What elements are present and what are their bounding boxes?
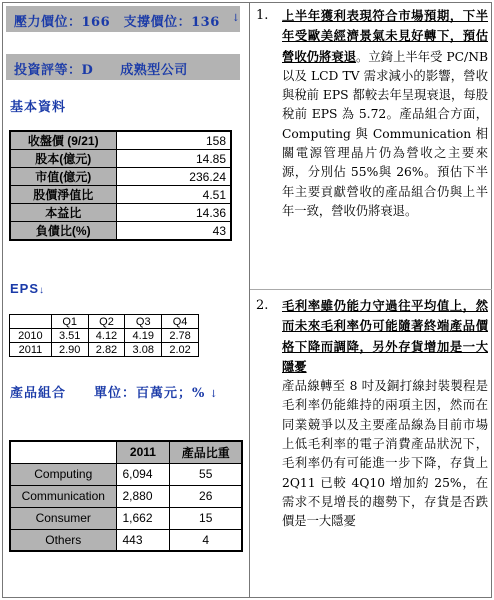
mix-label: Computing (10, 463, 116, 485)
pressure-support-text: 壓力價位：166 支撐價位：136 (14, 15, 220, 30)
mix-value: 1,662 (116, 507, 170, 529)
eps-year: 2011 (10, 343, 52, 357)
eps-value: 3.08 (125, 343, 162, 357)
basic-value: 14.85 (116, 150, 231, 168)
mix-table (9, 440, 243, 552)
basic-value: 4.51 (116, 186, 231, 204)
eps-value: 4.12 (88, 329, 125, 343)
table-row (10, 463, 242, 485)
mix-percent: 26 (170, 485, 242, 507)
eps-value: 3.51 (51, 329, 88, 343)
table-row (10, 329, 199, 343)
eps-table (9, 314, 199, 357)
note-text: 產品線轉至 8 吋及銅打線封裝製程是毛利率仍能維持的兩項主因，然而在同業競爭以及主要產品線為目前市場上低毛利率的電子消費產品狀況下，毛利率仍有可能進一步下降，存貨上 2Q11 已較 4Q10 增加約 25%，在需求不見增長的趨勢下，存貨是否跌價是一大隱憂 (282, 379, 488, 529)
table-row (10, 150, 231, 168)
eps-value: 2.78 (162, 329, 199, 343)
table-row (10, 507, 242, 529)
basic-label: 收盤價 (9/21) (10, 131, 116, 150)
rating-band (6, 54, 240, 80)
table-row (10, 186, 231, 204)
eps-header: Q2 (88, 315, 125, 329)
table-row (10, 204, 231, 222)
mix-value: 2,880 (116, 485, 170, 507)
mix-label: Communication (10, 485, 116, 507)
paragraph-mark: ↓ (39, 285, 46, 296)
table-row (10, 529, 242, 551)
basic-table (9, 130, 232, 241)
basic-title-text: 基本資料 (10, 100, 67, 115)
eps-value: 4.19 (125, 329, 162, 343)
column-divider (249, 2, 250, 598)
eps-header: Q3 (125, 315, 162, 329)
note-text: 。立錡上半年受 PC/NB 以及 LCD TV 需求減小的影響，營收與稅前 EPS 都較去年呈現衰退，每股稅前 EPS 為 5.72。產品組合方面，Computing 與 Communication 相關電源管理晶片仍為營收之主要來源，分別佔 55%與 26%。預估下半年主要貢獻營收的產品組合仍與上半年一致，營收仍將衰退。 (282, 49, 488, 218)
table-row (10, 222, 231, 241)
eps-value: 2.90 (51, 343, 88, 357)
eps-title (10, 281, 45, 296)
eps-header-row (10, 315, 199, 329)
basic-label: 負債比(%) (10, 222, 116, 241)
eps-header: Q1 (51, 315, 88, 329)
paragraph-mark: ↓ (231, 13, 240, 24)
basic-value: 43 (116, 222, 231, 241)
mix-header: 2011 (116, 441, 170, 463)
table-row (10, 343, 199, 357)
basic-value: 236.24 (116, 168, 231, 186)
mix-header: 產品比重 (170, 441, 242, 463)
eps-title-text: EPS (10, 281, 40, 296)
table-row (10, 131, 231, 150)
note-headline: 上半年獲利表現符合市場預期，下半年受歐美經濟景氣未見好轉下，預估營收仍將衰退 (282, 8, 488, 64)
rating-text: 投資評等：D 成熟型公司 (14, 63, 188, 78)
mix-percent: 55 (170, 463, 242, 485)
eps-value: 2.02 (162, 343, 199, 357)
table-row (10, 168, 231, 186)
eps-value: 2.82 (88, 343, 125, 357)
mix-label: Consumer (10, 507, 116, 529)
basic-label: 市值(億元) (10, 168, 116, 186)
price-band (6, 6, 240, 32)
note-number: 2. (256, 298, 269, 313)
eps-header (10, 315, 52, 329)
mix-value: 6,094 (116, 463, 170, 485)
note-body (282, 296, 488, 532)
mix-header (10, 441, 116, 463)
basic-label: 本益比 (10, 204, 116, 222)
mix-header-row (10, 441, 242, 463)
basic-value: 14.36 (116, 204, 231, 222)
basic-title (10, 96, 66, 115)
eps-year: 2010 (10, 329, 52, 343)
table-row (10, 485, 242, 507)
basic-label: 股本(億元) (10, 150, 116, 168)
notes-separator (250, 289, 492, 290)
mix-title (10, 382, 219, 401)
basic-label: 股價淨值比 (10, 186, 116, 204)
mix-label: Others (10, 529, 116, 551)
note-headline: 毛利率雖仍能力守過往平均值上，然而未來毛利率仍可能隨著終端產品價格下降而調降，另外存貨增加是一大隱憂 (282, 298, 488, 374)
mix-value: 443 (116, 529, 170, 551)
note-body (282, 6, 488, 221)
note-number: 1. (256, 8, 269, 23)
mix-percent: 4 (170, 529, 242, 551)
mix-percent: 15 (170, 507, 242, 529)
eps-header: Q4 (162, 315, 199, 329)
mix-title-text: 產品組合 單位：百萬元；% (10, 386, 206, 401)
basic-value: 158 (116, 131, 231, 150)
paragraph-mark: ↓ (205, 389, 219, 400)
